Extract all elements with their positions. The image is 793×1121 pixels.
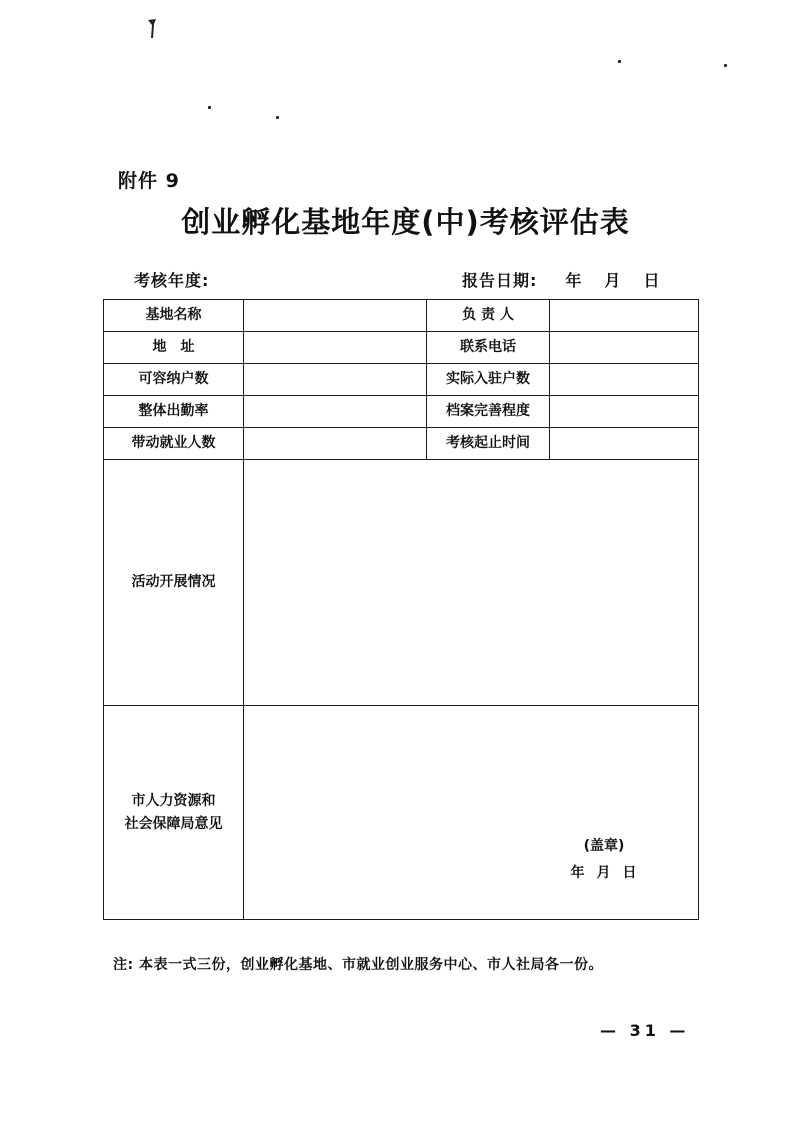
scan-speck [208, 106, 211, 109]
capacity-label: 可容纳户数 [104, 364, 244, 396]
seal-year: 年 [570, 864, 586, 881]
table-row [104, 706, 699, 920]
scan-speck [724, 64, 727, 67]
activities-label: 活动开展情况 [104, 460, 244, 706]
person-in-charge-label: 负 责 人 [427, 300, 550, 332]
opinion-label [104, 706, 244, 920]
assessment-period-label: 考核起止时间 [427, 428, 550, 460]
table-row [104, 300, 699, 332]
opinion-label-line1: 市人力资源和 [131, 793, 216, 810]
attachment-label: 附件 9 [118, 170, 180, 192]
contact-phone-field[interactable] [550, 332, 699, 364]
address-field[interactable] [244, 332, 427, 364]
report-date-day: 日 [643, 271, 661, 290]
page-title: 创业孵化基地年度(中)考核评估表 [181, 205, 630, 239]
report-date-label: 报告日期: [462, 271, 538, 290]
contact-phone-label: 联系电话 [427, 332, 550, 364]
table-row [104, 460, 699, 706]
scan-speck [618, 60, 621, 63]
employment-driven-field[interactable] [244, 428, 427, 460]
employment-driven-label: 带动就业人数 [104, 428, 244, 460]
address-label: 地 址 [104, 332, 244, 364]
seal-month: 月 [596, 864, 612, 881]
seal-day: 日 [622, 864, 638, 881]
seal-date [565, 862, 643, 884]
attendance-rate-label: 整体出勤率 [104, 396, 244, 428]
opinion-field[interactable] [244, 706, 699, 920]
assessment-form-table [103, 299, 699, 920]
archive-completeness-label: 档案完善程度 [427, 396, 550, 428]
seal-block [565, 835, 643, 884]
base-name-label: 基地名称 [104, 300, 244, 332]
assessment-period-field[interactable] [550, 428, 699, 460]
scan-mark-icon [147, 18, 157, 40]
footnote: 注: 本表一式三份，创业孵化基地、市就业创业服务中心、市人社局各一份。 [113, 957, 603, 973]
capacity-field[interactable] [244, 364, 427, 396]
assessment-year-label: 考核年度: [134, 271, 210, 290]
attendance-rate-field[interactable] [244, 396, 427, 428]
archive-completeness-field[interactable] [550, 396, 699, 428]
report-date-month: 月 [604, 271, 622, 290]
opinion-label-line2: 社会保障局意见 [124, 815, 223, 832]
scan-speck [276, 116, 279, 119]
table-row [104, 428, 699, 460]
seal-label: (盖章) [583, 838, 625, 855]
page-number: — 31 — [600, 1021, 690, 1040]
activities-field[interactable] [244, 460, 699, 706]
report-date [462, 268, 660, 291]
table-row [104, 332, 699, 364]
actual-tenants-label: 实际入驻户数 [427, 364, 550, 396]
table-row [104, 364, 699, 396]
person-in-charge-field[interactable] [550, 300, 699, 332]
table-row [104, 396, 699, 428]
report-date-year: 年 [565, 271, 583, 290]
actual-tenants-field[interactable] [550, 364, 699, 396]
base-name-field[interactable] [244, 300, 427, 332]
